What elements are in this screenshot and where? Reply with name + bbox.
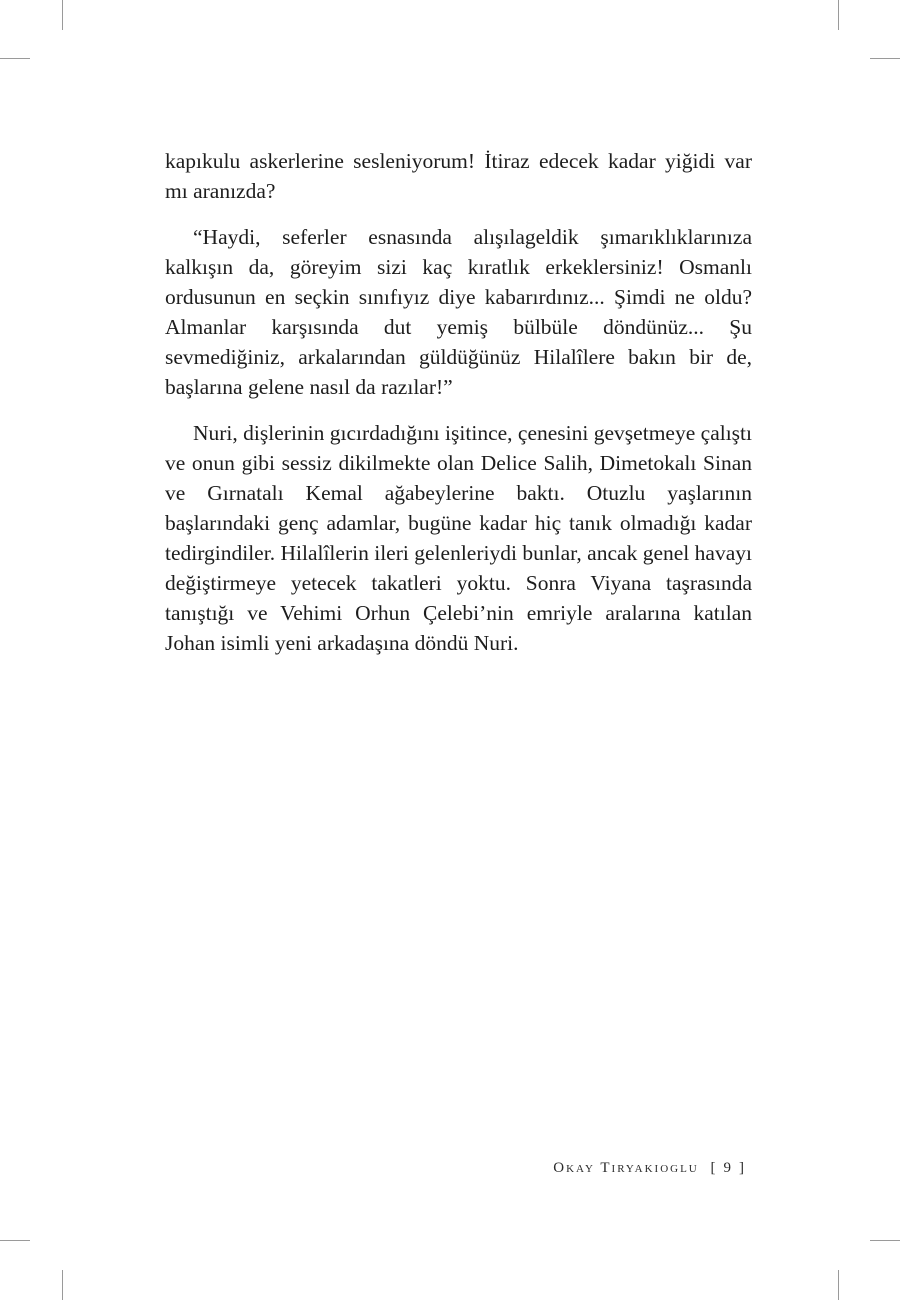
paragraph-3: Nuri, dişlerinin gıcırdadığını işitince, çenesini gevşetmeye çalıştı ve onun gibi sessiz dikilmekte olan Delice Salih, Dimetokalı Sinan ve Gırnatalı Kemal ağabeylerine baktı. Otuzlu yaşlarının başlarındaki genç adamlar, bugüne kadar hiç tanık olmadığı kadar tedirgindiler. Hilalîlerin ileri gelenleriydi bunlar, ancak genel havayı değiştirmeye yetecek takatleri yoktu. Sonra Viyana taşrasında tanıştığı ve Vehimi Orhun Çelebi’nin emriyle aralarına katılan Johan isimli yeni arkadaşına döndü Nuri. — [165, 421, 752, 655]
crop-mark-top-right-horizontal — [870, 58, 900, 59]
crop-mark-top-left-vertical — [62, 0, 63, 30]
footer-author: Okay Tiryakioglu — [553, 1160, 699, 1176]
body-text — [165, 146, 752, 674]
footer-bracket-left: [ — [710, 1160, 718, 1176]
footer-bracket-right: ] — [739, 1160, 746, 1176]
crop-mark-bottom-left-vertical — [62, 1270, 63, 1300]
footer-page-number: 9 — [723, 1160, 733, 1176]
paragraph-2: “Haydi, seferler esnasında alışılageldik şımarıklıklarınıza kalkışın da, göreyim sizi kaç kıratlık erkeklersiniz! Osmanlı ordusunun en seçkin sınıfıyız diye kabarırdınız... Şimdi ne oldu? Almanlar karşısında dut yemiş bülbüle döndünüz... Şu sevmediğiniz, arkalarından güldüğünüz Hilalîlere bakın bir de, başlarına gelene nasıl da razılar!” — [165, 225, 752, 399]
crop-mark-bottom-right-vertical — [838, 1270, 839, 1300]
page-footer — [553, 1160, 752, 1177]
crop-mark-bottom-right-horizontal — [870, 1240, 900, 1241]
crop-mark-top-left-horizontal — [0, 58, 30, 59]
crop-mark-bottom-left-horizontal — [0, 1240, 30, 1241]
paragraph-1: kapıkulu askerlerine sesleniyorum! İtiraz edecek kadar yiğidi var mı aranızda? — [165, 149, 752, 203]
crop-mark-top-right-vertical — [838, 0, 839, 30]
